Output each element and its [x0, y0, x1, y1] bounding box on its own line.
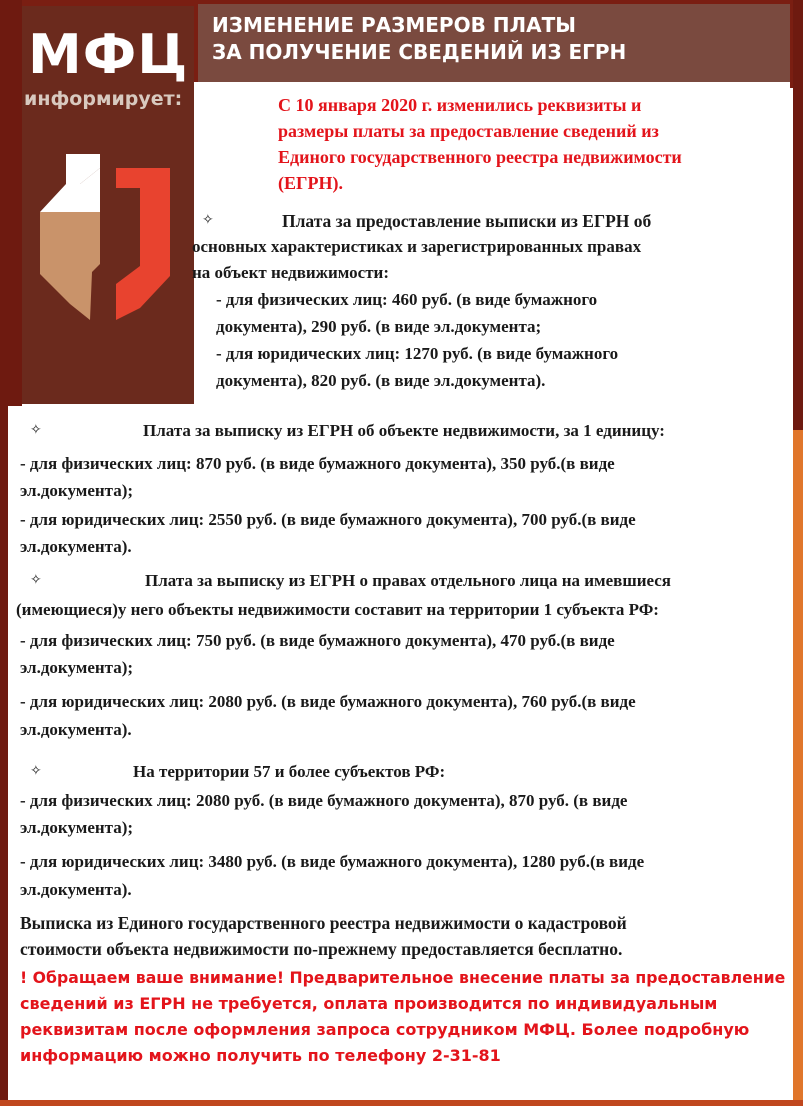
section1-line: на объект недвижимости:	[192, 263, 389, 282]
section4-line: - для физических лиц: 2080 руб. (в виде бумажного документа), 870 руб. (в виде	[20, 791, 628, 810]
section2-line: - для физических лиц: 870 руб. (в виде бумажного документа), 350 руб.(в виде	[20, 454, 615, 473]
section3-title: Плата за выписку из ЕГРН о правах отдельного лица на имевшиеся	[145, 571, 672, 590]
header-title-line2: ЗА ПОЛУЧЕНИЕ СВЕДЕНИЙ ИЗ ЕГРН	[212, 40, 627, 64]
bullet-star-icon: ✧	[202, 212, 214, 228]
mfc-logo-panel	[22, 6, 194, 404]
bullet-star-icon: ✧	[30, 422, 42, 438]
section4-title: На территории 57 и более субъектов РФ:	[133, 762, 446, 781]
attention-line: сведений из ЕГРН не требуется, оплата производится по индивидуальным	[20, 994, 718, 1013]
section1-line: основных характеристиках и зарегистрированных правах	[192, 237, 642, 256]
intro-line: Единого государственного реестра недвижимости	[278, 147, 682, 167]
bullet-star-icon: ✧	[30, 572, 42, 588]
header-banner	[198, 4, 790, 82]
section4-line: эл.документа);	[20, 818, 134, 837]
section2-title: Плата за выписку из ЕГРН об объекте недвижимости, за 1 единицу:	[143, 421, 665, 440]
intro-line: (ЕГРН).	[278, 173, 343, 193]
section1-line: документа), 290 руб. (в виде эл.документа;	[216, 317, 542, 336]
attention-line: ! Обращаем ваше внимание! Предварительное внесение платы за предоставление	[20, 968, 786, 987]
section1-line: документа), 820 руб. (в виде эл.документа).	[216, 371, 546, 390]
section1-line: - для физических лиц: 460 руб. (в виде бумажного	[216, 290, 598, 309]
section4-line: - для юридических лиц: 3480 руб. (в виде бумажного документа), 1280 руб.(в виде	[20, 852, 645, 871]
right-frame-dark	[793, 0, 803, 430]
section2-line: - для юридических лиц: 2550 руб. (в виде бумажного документа), 700 руб.(в виде	[20, 510, 636, 529]
mfc-emblem-icon	[40, 154, 170, 320]
section3-line: - для физических лиц: 750 руб. (в виде бумажного документа), 470 руб.(в виде	[20, 631, 615, 650]
free-note-line: стоимости объекта недвижимости по-прежнему предоставляется бесплатно.	[20, 939, 623, 959]
bullet-star-icon: ✧	[30, 763, 42, 779]
logo-subtitle: информирует:	[24, 88, 183, 110]
section3-line: - для юридических лиц: 2080 руб. (в виде бумажного документа), 760 руб.(в виде	[20, 692, 636, 711]
logo-title: МФЦ	[28, 23, 189, 86]
bottom-frame	[0, 1100, 803, 1106]
header-title-line1: ИЗМЕНЕНИЕ РАЗМЕРОВ ПЛАТЫ	[212, 13, 576, 37]
right-frame-orange	[793, 430, 803, 1106]
section3-line: эл.документа);	[20, 658, 134, 677]
section3-title-cont: (имеющиеся)у него объекты недвижимости составит на территории 1 субъекта РФ:	[16, 600, 659, 619]
section3-line: эл.документа).	[20, 720, 132, 739]
header-title	[212, 12, 626, 66]
intro-line: С 10 января 2020 г. изменились реквизиты и	[278, 95, 642, 115]
intro-line: размеры платы за предоставление сведений из	[278, 121, 659, 141]
section1-line: - для юридических лиц: 1270 руб. (в виде бумажного	[216, 344, 619, 363]
section2-line: эл.документа).	[20, 537, 132, 556]
section1-line: Плата за предоставление выписки из ЕГРН об	[282, 211, 652, 231]
free-note-line: Выписка из Единого государственного реестра недвижимости о кадастровой	[20, 913, 627, 933]
section4-line: эл.документа).	[20, 880, 132, 899]
attention-line: информацию можно получить по телефону 2-31-81	[20, 1046, 501, 1065]
attention-line: реквизитам после оформления запроса сотрудником МФЦ. Более подробную	[20, 1020, 750, 1039]
section2-line: эл.документа);	[20, 481, 134, 500]
